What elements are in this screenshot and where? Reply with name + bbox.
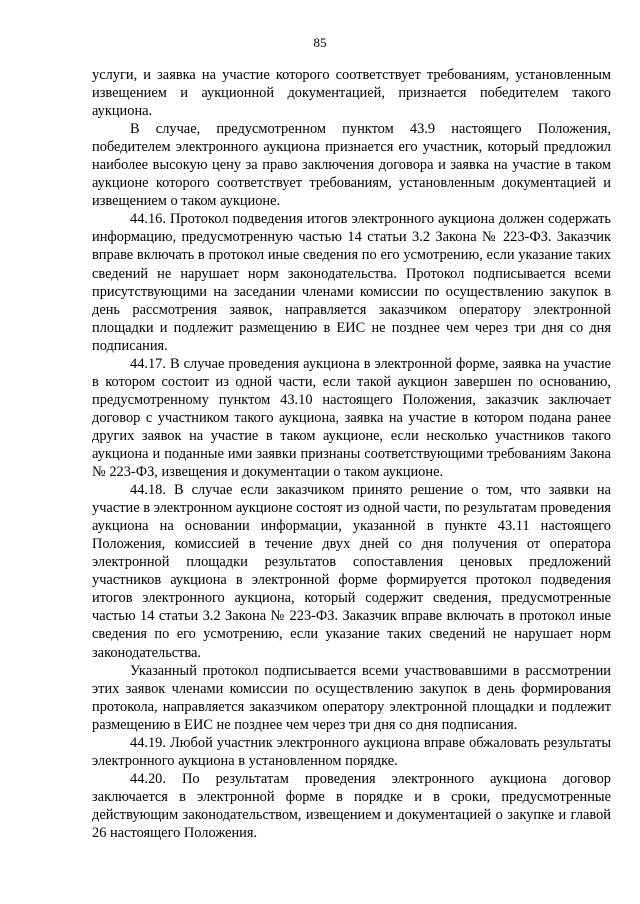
page-number: 85 — [313, 35, 327, 50]
paragraph-43-9-case: В случае, предусмотренном пунктом 43.9 настоящего Положения, победителем электронного аукциона признается его участник, который предложил наиболее высокую цену за право заключения договора и заявка на участие в таком аукционе которого соответствует требованиям, установленным документацией и извещением о таком аукционе. — [92, 121, 611, 210]
paragraph-44-18: 44.18. В случае если заказчиком принято решение о том, что заявки на участие в электронном аукционе состоят из одной части, по результатам проведения аукциона на основании информации, указанной в пункте 43.11 настоящего Положения, комиссией в течение двух дней со дня получения от оператора электронной площадки результатов сопоставления ценовых предложений участников аукциона в электронной форме формируется протокол подведения итогов электронного аукциона, который содержит сведения, предусмотренные частью 14 статьи 3.2 Закона № 223-ФЗ. Заказчик вправе включать в протокол иные сведения по его усмотрению, если указание таких сведений не нарушает норм законодательства. — [92, 482, 611, 661]
document-body — [92, 66, 611, 842]
paragraph-44-19: 44.19. Любой участник электронного аукциона вправе обжаловать результаты электронного аукциона в установленном порядке. — [92, 734, 611, 769]
paragraph-continuation: услуги, и заявка на участие которого соответствует требованиям, установленным извещением и аукционной документацией, признается победителем такого аукциона. — [92, 67, 611, 120]
paragraph-44-17: 44.17. В случае проведения аукциона в электронной форме, заявка на участие в котором состоит из одной части, если такой аукцион завершен по основанию, предусмотренному пунктом 43.10 настоящего Положения, заказчик заключает договор с участником такого аукциона, заявка на участие в котором подана ранее других заявок на участие в таком аукционе, если несколько участников такого аукциона и поданные ими заявки признаны соответствующими требованиям Закона № 223-ФЗ, извещения и документации о таком аукционе. — [92, 355, 611, 481]
paragraph-44-18-protocol: Указанный протокол подписывается всеми участвовавшими в рассмотрении этих заявок членами комиссии по осуществлению закупок в день формирования протокола, направляется заказчиком оператору электронной площадки и подлежит размещению в ЕИС не позднее чем через три дня со дня подписания. — [92, 662, 611, 733]
paragraph-44-20: 44.20. По результатам проведения электронного аукциона договор заключается в электронной форме в порядке и в сроки, предусмотренные действующим законодательством, извещением и документацией о закупке и главой 26 настоящего Положения. — [92, 770, 611, 841]
paragraph-44-16: 44.16. Протокол подведения итогов электронного аукциона должен содержать информацию, предусмотренную частью 14 статьи 3.2 Закона № 223-ФЗ. Заказчик вправе включать в протокол иные сведения по его усмотрению, если указание таких сведений не нарушает норм законодательства. Протокол подписывается всеми присутствующими на заседании членами комиссии по осуществлению закупок в день рассмотрения заявок, направляется заказчиком оператору электронной площадки и подлежит размещению в ЕИС не позднее чем через три дня со дня подписания. — [92, 211, 611, 354]
